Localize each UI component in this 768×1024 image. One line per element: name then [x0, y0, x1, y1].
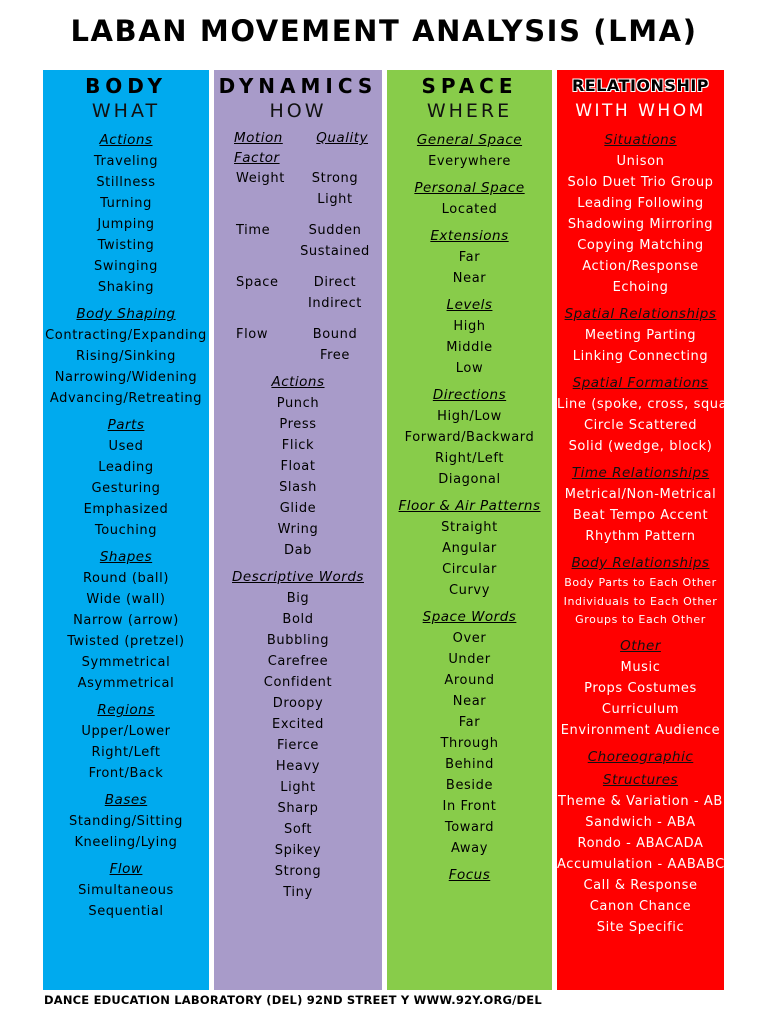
body-actions-section: [43, 130, 209, 298]
list-item: Flick: [281, 438, 315, 453]
motion-factor: Flow: [236, 327, 269, 342]
list-item: Low: [455, 361, 484, 376]
list-item: Float: [280, 459, 316, 474]
list-item: Action/Response: [582, 259, 699, 274]
body-column: [43, 70, 209, 990]
factor-label: Factor: [234, 150, 280, 166]
list-item: Circular: [442, 562, 497, 577]
body-shapes-section: [43, 547, 209, 694]
list-item: Echoing: [612, 280, 669, 295]
time-relationships-section: [557, 463, 724, 547]
list-item: Body Parts to Each Other: [564, 576, 717, 589]
motion-factor-row: [214, 189, 382, 210]
spatial-relationships-section: [557, 304, 724, 367]
body-bases-section: [43, 790, 209, 853]
body-regions-section: [43, 700, 209, 784]
dynamics-actions-section: [214, 372, 382, 561]
list-item: Advancing/Retreating: [49, 391, 203, 406]
list-item: Swinging: [94, 259, 158, 274]
patterns-section: [387, 496, 552, 601]
footer-credit: DANCE EDUCATION LABORATORY (DEL) 92ND STREET Y WWW.92Y.ORG/DEL: [44, 993, 542, 1007]
motion-quality: Bound: [312, 327, 358, 342]
list-item: Copying Matching: [577, 238, 704, 253]
list-item: Carefree: [267, 654, 329, 669]
list-item: Circle Scattered: [583, 418, 698, 433]
list-item: High: [453, 319, 486, 334]
situations-section: [557, 130, 724, 298]
motion-factor: [214, 293, 298, 314]
other-section: [557, 636, 724, 741]
section-title: Actions: [271, 374, 325, 390]
list-item: Unison: [616, 154, 665, 169]
list-item: Traveling: [93, 154, 159, 169]
quality-label: Quality: [316, 130, 368, 146]
section-title: Choreographic: [587, 748, 694, 765]
section-title: Spatial Formations: [572, 375, 709, 391]
list-item: High/Low: [437, 409, 502, 424]
motion-factor: [214, 189, 298, 210]
list-item: Solid (wedge, block): [568, 439, 713, 454]
list-item: Under: [448, 652, 491, 667]
list-item: Heavy: [275, 759, 321, 774]
extensions-section: [387, 226, 552, 289]
motion-factor: Weight: [236, 171, 285, 186]
space-column: [387, 70, 552, 990]
section-title: Descriptive Words: [232, 569, 364, 585]
list-item: Straight: [441, 520, 498, 535]
list-item: Wring: [277, 522, 319, 537]
motion-quality: Sudden: [308, 223, 362, 238]
list-item: Rondo - ABACADA: [577, 835, 704, 851]
section-title: Flow: [109, 861, 143, 877]
list-item: Soft: [283, 822, 313, 837]
list-item: Turning: [100, 196, 152, 211]
list-item: Near: [452, 271, 487, 286]
motion-factor-row: [214, 220, 382, 241]
list-item: Dab: [283, 543, 313, 558]
list-item: Individuals to Each Other: [563, 594, 718, 608]
list-item: Jumping: [97, 217, 155, 232]
section-title: Focus: [448, 867, 491, 883]
list-item: Round (ball): [82, 571, 170, 586]
list-item: In Front: [442, 799, 497, 814]
list-item: Meeting Parting: [584, 328, 697, 343]
list-item: Behind: [445, 757, 494, 772]
list-item: Kneeling/Lying: [74, 835, 178, 850]
list-item: Over: [452, 631, 487, 646]
space-subheading: WHERE: [426, 100, 513, 122]
page-title: LABAN MOVEMENT ANALYSIS (LMA): [70, 14, 698, 48]
list-item: Groups to Each Other: [575, 613, 706, 626]
descriptive-words-section: [214, 567, 382, 903]
list-item: Bold: [282, 612, 314, 627]
list-item: Away: [450, 841, 489, 856]
section-title: Time Relationships: [571, 465, 710, 481]
list-item: Simultaneous: [78, 883, 174, 898]
list-item: Confident: [263, 675, 333, 690]
section-title: Structures: [602, 771, 679, 788]
list-item: Toward: [444, 820, 495, 835]
list-item: Narrow (arrow): [73, 613, 179, 628]
focus-section: [387, 865, 552, 886]
list-item: Located: [441, 202, 498, 217]
list-item: Glide: [279, 501, 317, 516]
motion-quality-header: [214, 128, 382, 148]
list-item: Twisted (pretzel): [67, 634, 185, 649]
motion-factor-row: [214, 241, 382, 262]
relationship-heading: RELATIONSHIP: [571, 76, 710, 95]
section-title: Situations: [604, 132, 677, 148]
motion-quality: Indirect: [307, 296, 363, 311]
spatial-formations-section: [557, 373, 748, 457]
section-title: Directions: [432, 387, 507, 403]
list-item: Solo Duet Trio Group: [567, 175, 714, 190]
motion-factor-row: [214, 345, 382, 366]
list-item: Press: [279, 417, 317, 432]
body-subheading: WHAT: [91, 100, 161, 122]
dynamics-column: [214, 70, 382, 990]
section-title: Bases: [104, 792, 148, 808]
list-item: Sequential: [88, 904, 164, 919]
list-item: Canon Chance: [589, 898, 692, 914]
list-item: Angular: [442, 541, 497, 556]
section-title: Extensions: [430, 228, 509, 244]
list-item: Curriculum: [601, 701, 680, 717]
motion-quality: Free: [320, 348, 350, 363]
list-item: Sandwich - ABA: [585, 814, 696, 830]
list-item: Used: [108, 439, 144, 454]
body-parts-section: [43, 415, 209, 541]
general-space-section: [387, 130, 552, 172]
list-item: Line (spoke, cross, square): [557, 397, 748, 412]
list-item: Symmetrical: [81, 655, 171, 670]
motion-quality: Sustained: [300, 244, 370, 259]
motion-label: Motion: [234, 130, 283, 146]
list-item: Shadowing Mirroring: [567, 217, 714, 232]
motion-factor-table: [214, 168, 382, 366]
list-item: Narrowing/Widening: [54, 370, 198, 385]
factor-header: [214, 148, 382, 168]
list-item: Beside: [445, 778, 494, 793]
list-item: Leading Following: [577, 196, 704, 211]
list-item: Theme & Variation - AB: [558, 793, 723, 809]
list-item: Rising/Sinking: [75, 349, 177, 364]
list-item: Near: [452, 694, 487, 709]
list-item: Standing/Sitting: [68, 814, 184, 829]
list-item: Emphasized: [83, 502, 169, 517]
body-shaping-section: [43, 304, 209, 409]
list-item: Shaking: [97, 280, 155, 295]
list-item: Contracting/Expanding: [45, 328, 207, 343]
list-item: Twisting: [97, 238, 155, 253]
list-item: Call & Response: [583, 877, 698, 893]
section-title: Space Words: [422, 609, 517, 625]
list-item: Wide (wall): [86, 592, 166, 607]
motion-factor: [214, 241, 298, 262]
list-item: Tiny: [283, 885, 313, 900]
list-item: Leading: [98, 460, 154, 475]
section-title: Body Shaping: [76, 306, 176, 322]
section-title: Other: [620, 637, 661, 654]
list-item: Props Costumes: [584, 680, 697, 696]
section-title: Regions: [97, 702, 155, 718]
list-item: Through: [440, 736, 499, 751]
list-item: Far: [458, 715, 481, 730]
motion-quality: Light: [317, 192, 353, 207]
list-item: Far: [458, 250, 481, 265]
list-item: Big: [286, 591, 310, 606]
motion-factor-row: [214, 293, 382, 314]
levels-section: [387, 295, 552, 379]
list-item: Front/Back: [88, 766, 164, 781]
list-item: Beat Tempo Accent: [572, 508, 709, 523]
motion-factor: [214, 345, 298, 366]
section-title: Personal Space: [414, 180, 525, 196]
list-item: Environment Audience: [560, 722, 721, 738]
choreographic-structures-section: [557, 747, 724, 938]
list-item: Music: [620, 659, 661, 675]
motion-factor-row: [214, 324, 382, 345]
dynamics-subheading: HOW: [269, 100, 327, 122]
list-item: Asymmetrical: [77, 676, 175, 691]
list-item: Spikey: [274, 843, 322, 858]
list-item: Strong: [274, 864, 322, 879]
space-heading: SPACE: [421, 74, 518, 98]
section-title: Floor & Air Patterns: [398, 498, 541, 514]
list-item: Site Specific: [596, 919, 685, 935]
directions-section: [387, 385, 552, 490]
relationship-subheading: WITH WHOM: [575, 101, 706, 121]
list-item: Gesturing: [91, 481, 161, 496]
dynamics-heading: DYNAMICS: [218, 74, 378, 98]
body-flow-section: [43, 859, 209, 922]
list-item: Right/Left: [434, 451, 505, 466]
section-title: Levels: [446, 297, 493, 313]
section-title: Spatial Relationships: [564, 306, 717, 322]
list-item: Light: [280, 780, 316, 795]
list-item: Upper/Lower: [81, 724, 171, 739]
section-title: Shapes: [99, 549, 153, 565]
list-item: Rhythm Pattern: [585, 529, 696, 544]
body-heading: BODY: [85, 74, 167, 98]
list-item: Stillness: [96, 175, 156, 190]
list-item: Middle: [446, 340, 493, 355]
list-item: Everywhere: [428, 154, 511, 169]
section-title: Parts: [107, 417, 145, 433]
relationship-column: [557, 70, 748, 990]
list-item: Curvy: [448, 583, 491, 598]
motion-factor-row: [214, 168, 382, 189]
list-item: Slash: [279, 480, 317, 495]
motion-quality: Strong: [311, 171, 359, 186]
list-item: Linking Connecting: [572, 349, 709, 364]
list-item: Diagonal: [438, 472, 501, 487]
motion-factor: Space: [236, 275, 279, 290]
space-words-section: [387, 607, 552, 859]
section-title: Body Relationships: [571, 555, 710, 571]
list-item: Accumulation - AABABC: [557, 856, 725, 872]
list-item: Droopy: [272, 696, 324, 711]
personal-space-section: [387, 178, 552, 220]
section-title: Actions: [99, 132, 153, 148]
motion-factor: Time: [236, 223, 271, 238]
section-title: General Space: [416, 132, 523, 148]
list-item: Fierce: [277, 738, 319, 753]
list-item: Punch: [276, 396, 320, 411]
list-item: Excited: [272, 717, 324, 732]
motion-factor-row: [214, 272, 382, 293]
list-item: Around: [444, 673, 495, 688]
list-item: Bubbling: [266, 633, 330, 648]
list-item: Sharp: [277, 801, 319, 816]
list-item: Metrical/Non-Metrical: [564, 487, 717, 502]
list-item: Forward/Backward: [404, 430, 535, 445]
list-item: Right/Left: [91, 745, 161, 760]
body-relationships-section: [557, 553, 724, 630]
motion-quality: Direct: [313, 275, 357, 290]
list-item: Touching: [94, 523, 158, 538]
